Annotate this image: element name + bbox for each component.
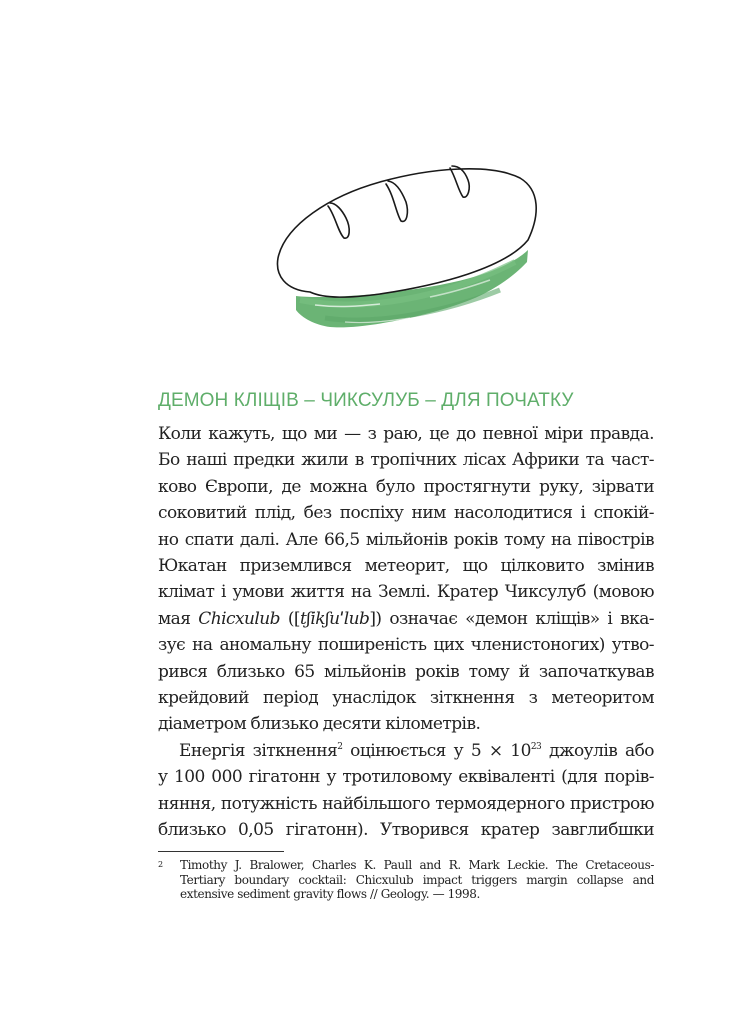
text-line: діаметром близько десяти кілометрів. [158,714,481,735]
text-fragment: мая [158,608,199,629]
text-line: ково Європи, де можна було простягнути руку, зірвати [158,476,654,497]
footnote [158,858,654,902]
footnote-line: extensive sediment gravity flows // Geology. — 1998. [180,887,480,901]
text-fragment: ([ [280,608,301,629]
text-fragment: Енергія зіткнення [179,740,338,761]
text-line [158,738,654,764]
text-fragment: джоулів або [541,740,654,761]
text-line: зує на аномальну поширеність цих членистоногих) утво- [158,635,654,656]
text-line: Коли кажуть, що ми — з раю, це до певної міри правда. [158,424,654,444]
footnote-divider [158,851,284,852]
text-fragment: оцінюється у 5 × 10 [342,740,531,761]
bread-loaf-icon [260,150,550,340]
text-line: Бо наші предки жили в тропічних лісах Африки та част- [158,450,654,471]
text-line: няння, потужність найбільшого термоядерного пристрою [158,793,654,814]
text-line: соковитий плід, без поспіху ним насолодитися і спокій- [158,503,654,524]
footnote-number: 2 [158,860,163,869]
italic-term: Chicxulub [198,608,281,629]
text-line: клімат і умови життя на Землі. Кратер Чиксулуб (мовою [158,582,654,603]
ipa-transcription: tʃikʃuˈlub [300,608,370,629]
footnote-reference[interactable]: 2 [337,741,343,752]
text-line: у 100 000 гігатонн у тротиловому еквіваленті (для порів- [158,767,654,788]
text-fragment: ]) означає «демон кліщів» і вка- [369,608,654,629]
footnote-line: Tertiary boundary cocktail: Chicxulub impact triggers margin collapse and [180,872,654,887]
section-heading: ДЕМОН КЛІЩІВ – ЧИКСУЛУБ – ДЛЯ ПОЧАТКУ [158,390,574,411]
text-line: рився близько 65 мільйонів років тому й започаткував [158,661,654,682]
text-line: Юкатан приземлився метеорит, що цілковито змінив [158,556,654,577]
text-line [158,606,654,632]
exponent: 23 [530,741,542,752]
text-line: но спати далі. Але 66,5 мільйонів років тому на півострів [158,529,654,550]
body-text [158,421,654,844]
footnote-line: Timothy J. Bralower, Charles K. Paull and R. Mark Leckie. The Cretaceous- [180,858,654,872]
footnote-text [180,858,654,902]
text-line: близько 0,05 гігатонн). Утворився кратер завглибшки [158,820,654,841]
text-line: крейдовий період унаслідок зіткнення з метеоритом [158,688,654,709]
